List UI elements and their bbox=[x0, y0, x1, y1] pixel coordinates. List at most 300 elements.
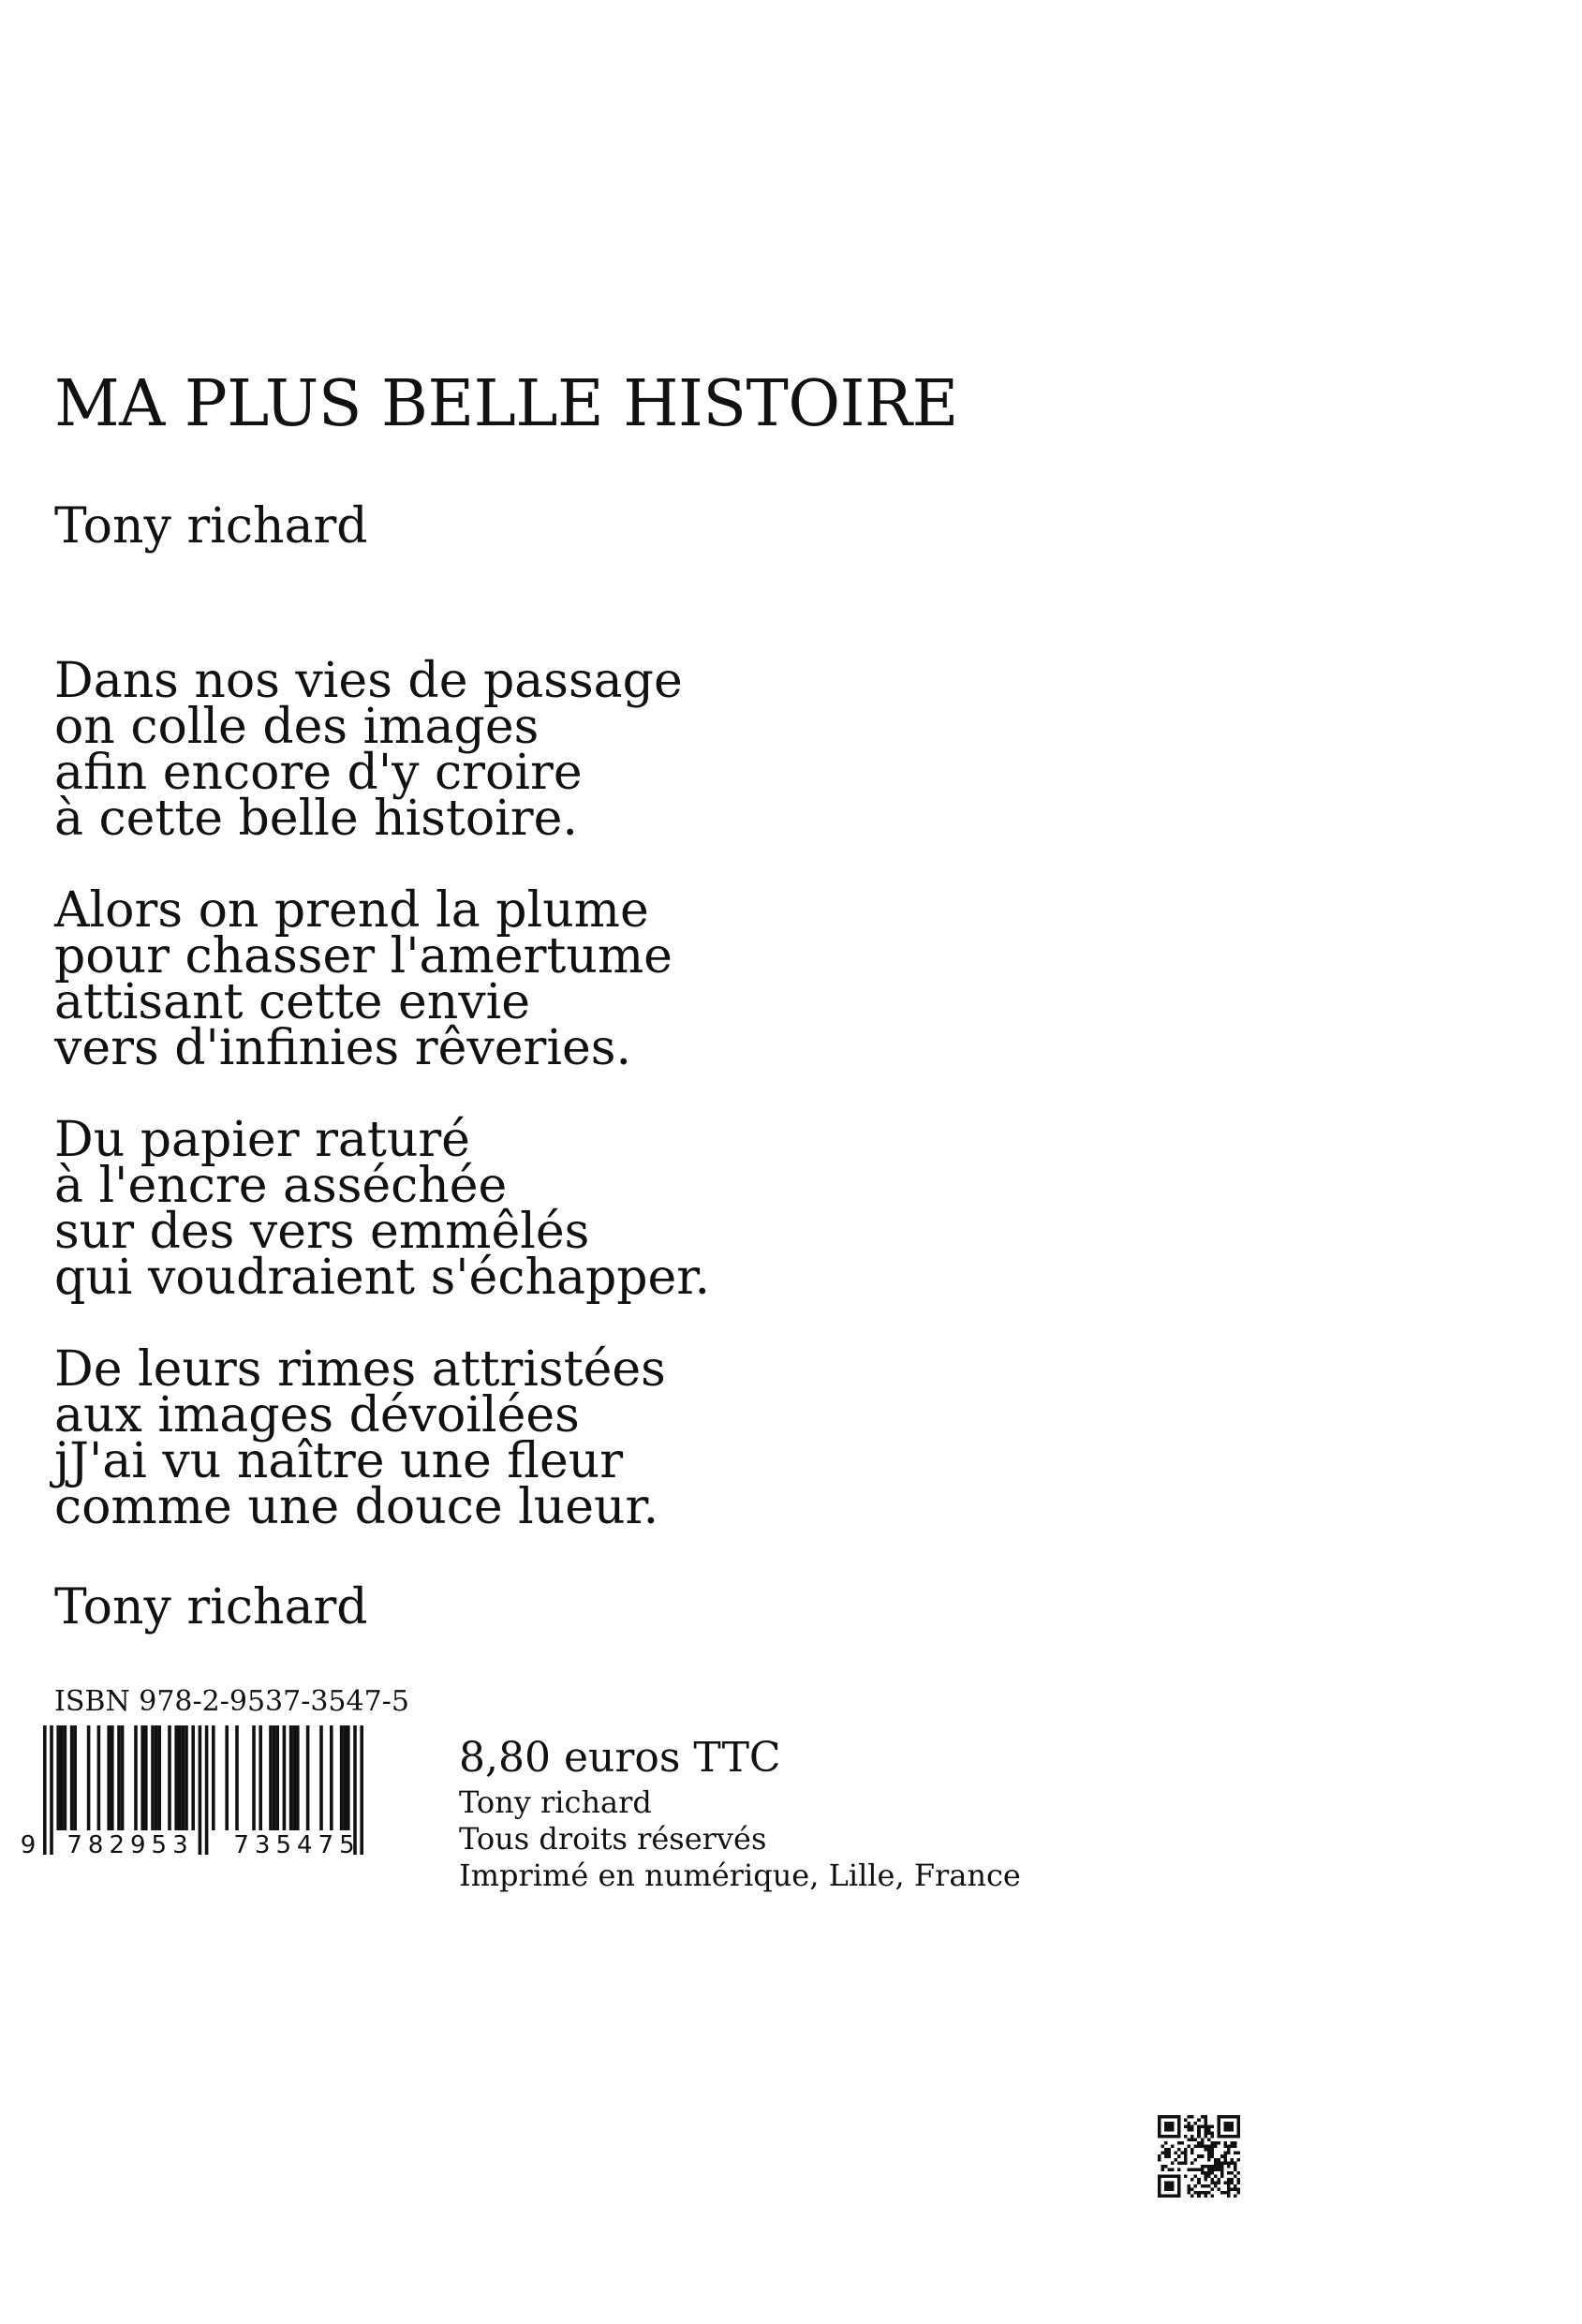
qr-module bbox=[1161, 2152, 1165, 2155]
qr-module bbox=[1217, 2128, 1220, 2132]
qr-module bbox=[1234, 2161, 1237, 2165]
poem-stanza bbox=[54, 653, 897, 847]
qr-module bbox=[1197, 2132, 1201, 2136]
qr-module bbox=[1190, 2135, 1194, 2139]
qr-module bbox=[1223, 2115, 1227, 2119]
qr-module bbox=[1177, 2148, 1181, 2152]
qr-module bbox=[1194, 2174, 1198, 2178]
qr-module bbox=[1223, 2161, 1227, 2165]
qr-module bbox=[1158, 2132, 1161, 2136]
poem-line: à l'encre asséchée bbox=[54, 1158, 508, 1214]
barcode-bar bbox=[178, 1725, 182, 1830]
qr-module bbox=[1234, 2187, 1237, 2191]
barcode-bar bbox=[117, 1725, 121, 1830]
barcode-bar bbox=[199, 1725, 202, 1855]
qr-module bbox=[1188, 2168, 1191, 2171]
qr-module bbox=[1188, 2122, 1191, 2125]
qr-module bbox=[1223, 2152, 1227, 2155]
colophon-rights: Tous droits réservés bbox=[459, 1821, 767, 1857]
qr-module bbox=[1204, 2128, 1207, 2132]
barcode-bar bbox=[174, 1725, 178, 1830]
qr-module bbox=[1197, 2178, 1201, 2182]
qr-module bbox=[1164, 2152, 1168, 2155]
barcode-left-digits: 782953 bbox=[67, 1831, 194, 1857]
poem-line: Alors on prend la plume bbox=[54, 882, 649, 939]
qr-module bbox=[1223, 2135, 1227, 2139]
qr-module bbox=[1175, 2135, 1178, 2139]
poem-signature: Tony richard bbox=[54, 1579, 368, 1636]
qr-module bbox=[1164, 2154, 1168, 2158]
qr-module bbox=[1223, 2122, 1227, 2125]
qr-module bbox=[1223, 2158, 1227, 2162]
qr-module bbox=[1227, 2128, 1231, 2132]
qr-module bbox=[1194, 2158, 1198, 2162]
barcode-bar bbox=[60, 1725, 64, 1830]
qr-module bbox=[1197, 2145, 1201, 2149]
qr-module bbox=[1197, 2191, 1201, 2195]
qr-module bbox=[1230, 2145, 1234, 2149]
barcode-bar bbox=[252, 1725, 256, 1830]
qr-module bbox=[1210, 2168, 1214, 2171]
qr-module bbox=[1177, 2194, 1181, 2198]
qr-module bbox=[1210, 2181, 1214, 2184]
qr-module bbox=[1204, 2174, 1207, 2178]
qr-module bbox=[1168, 2184, 1172, 2188]
qr-module bbox=[1220, 2168, 1224, 2171]
qr-module bbox=[1188, 2125, 1191, 2129]
qr-module bbox=[1194, 2184, 1198, 2188]
qr-module bbox=[1236, 2171, 1240, 2175]
qr-module bbox=[1214, 2184, 1218, 2188]
qr-module bbox=[1227, 2178, 1231, 2182]
qr-module bbox=[1184, 2135, 1188, 2139]
qr-module bbox=[1177, 2122, 1181, 2125]
qr-module bbox=[1161, 2174, 1165, 2178]
poem-line: qui voudraient s'échapper. bbox=[54, 1250, 710, 1306]
qr-module bbox=[1214, 2145, 1218, 2149]
qr-module bbox=[1223, 2145, 1227, 2149]
qr-module bbox=[1164, 2115, 1168, 2119]
qr-module bbox=[1184, 2174, 1188, 2178]
qr-module bbox=[1168, 2125, 1172, 2129]
book-title: MA PLUS BELLE HISTOIRE bbox=[54, 367, 958, 441]
qr-module bbox=[1194, 2191, 1198, 2195]
qr-module bbox=[1204, 2148, 1207, 2152]
barcode-bar bbox=[306, 1725, 310, 1830]
qr-module bbox=[1164, 2128, 1168, 2132]
qr-module bbox=[1171, 2125, 1175, 2129]
qr-module bbox=[1188, 2145, 1191, 2149]
qr-module bbox=[1227, 2191, 1231, 2195]
qr-module bbox=[1236, 2191, 1240, 2195]
barcode-bar bbox=[235, 1725, 239, 1830]
qr-module bbox=[1164, 2194, 1168, 2198]
qr-module bbox=[1184, 2119, 1188, 2123]
qr-module bbox=[1164, 2141, 1168, 2145]
qr-module bbox=[1223, 2191, 1227, 2195]
qr-module bbox=[1168, 2148, 1172, 2152]
barcode-bar bbox=[73, 1725, 77, 1830]
qr-module bbox=[1230, 2128, 1234, 2132]
poem-line: sur des vers emmêlés bbox=[54, 1204, 590, 1260]
barcode-bar bbox=[50, 1725, 53, 1855]
qr-module bbox=[1236, 2132, 1240, 2136]
barcode-bar bbox=[64, 1725, 67, 1830]
qr-module bbox=[1197, 2194, 1201, 2198]
qr-module bbox=[1175, 2158, 1178, 2162]
qr-module bbox=[1223, 2181, 1227, 2184]
qr-module bbox=[1177, 2174, 1181, 2178]
poem-stanza bbox=[54, 1341, 897, 1535]
qr-module bbox=[1201, 2125, 1205, 2129]
qr-module bbox=[1234, 2194, 1237, 2198]
qr-module bbox=[1188, 2128, 1191, 2132]
qr-module bbox=[1230, 2122, 1234, 2125]
barcode-bar bbox=[205, 1725, 209, 1855]
qr-module bbox=[1188, 2115, 1191, 2119]
qr-module bbox=[1214, 2165, 1218, 2169]
poem-line: à cette belle histoire. bbox=[54, 791, 578, 847]
qr-module bbox=[1168, 2187, 1172, 2191]
qr-module bbox=[1168, 2174, 1172, 2178]
qr-module bbox=[1210, 2141, 1214, 2145]
qr-module bbox=[1210, 2125, 1214, 2129]
qr-module bbox=[1236, 2187, 1240, 2191]
qr-module bbox=[1217, 2181, 1220, 2184]
qr-module bbox=[1201, 2115, 1205, 2119]
qr-module bbox=[1161, 2145, 1165, 2149]
qr-module bbox=[1204, 2145, 1207, 2149]
qr-module bbox=[1177, 2161, 1181, 2165]
qr-module bbox=[1207, 2191, 1211, 2195]
barcode-bar bbox=[185, 1725, 188, 1830]
qr-module bbox=[1161, 2135, 1165, 2139]
qr-module bbox=[1220, 2115, 1224, 2119]
poem bbox=[54, 653, 897, 1576]
qr-module bbox=[1220, 2191, 1224, 2195]
qr-module bbox=[1171, 2115, 1175, 2119]
qr-module bbox=[1220, 2171, 1224, 2175]
qr-module bbox=[1168, 2122, 1172, 2125]
qr-module bbox=[1201, 2165, 1205, 2169]
qr-module bbox=[1207, 2174, 1211, 2178]
isbn-label: ISBN 978-2-9537-3547-5 bbox=[54, 1685, 409, 1718]
qr-module bbox=[1223, 2128, 1227, 2132]
qr-module bbox=[1190, 2152, 1194, 2155]
qr-module bbox=[1158, 2181, 1161, 2184]
qr-module bbox=[1161, 2168, 1165, 2171]
qr-module bbox=[1184, 2161, 1188, 2165]
barcode-bar bbox=[269, 1725, 273, 1830]
qr-module bbox=[1227, 2125, 1231, 2129]
qr-module bbox=[1204, 2135, 1207, 2139]
qr-module bbox=[1236, 2119, 1240, 2123]
qr-module bbox=[1230, 2115, 1234, 2119]
qr-module bbox=[1220, 2174, 1224, 2178]
qr-module bbox=[1161, 2194, 1165, 2198]
qr-module bbox=[1171, 2135, 1175, 2139]
qr-module bbox=[1210, 2152, 1214, 2155]
barcode-bar bbox=[70, 1725, 74, 1830]
qr-module bbox=[1207, 2125, 1211, 2129]
qr-module bbox=[1217, 2125, 1220, 2129]
barcode-bar bbox=[275, 1725, 279, 1830]
qr-module bbox=[1197, 2141, 1201, 2145]
qr-module bbox=[1217, 2158, 1220, 2162]
qr-module bbox=[1194, 2122, 1198, 2125]
barcode-bar bbox=[182, 1725, 185, 1830]
qr-module bbox=[1164, 2174, 1168, 2178]
barcode-bar bbox=[155, 1725, 158, 1830]
qr-module bbox=[1158, 2115, 1161, 2119]
qr-module bbox=[1230, 2135, 1234, 2139]
qr-module bbox=[1204, 2165, 1207, 2169]
qr-module bbox=[1230, 2181, 1234, 2184]
qr-module bbox=[1161, 2165, 1165, 2169]
poem-line: afin encore d'y croire bbox=[54, 745, 583, 801]
qr-module bbox=[1220, 2165, 1224, 2169]
qr-module bbox=[1236, 2128, 1240, 2132]
qr-module bbox=[1210, 2154, 1214, 2158]
qr-module bbox=[1177, 2154, 1181, 2158]
qr-module bbox=[1177, 2132, 1181, 2136]
qr-module bbox=[1227, 2135, 1231, 2139]
qr-module bbox=[1177, 2128, 1181, 2132]
qr-module bbox=[1204, 2191, 1207, 2195]
qr-module bbox=[1168, 2128, 1172, 2132]
qr-module bbox=[1207, 2154, 1211, 2158]
qr-module bbox=[1171, 2194, 1175, 2198]
qr-module bbox=[1204, 2122, 1207, 2125]
qr-module bbox=[1217, 2119, 1220, 2123]
qr-module bbox=[1158, 2158, 1161, 2162]
qr-module bbox=[1223, 2125, 1227, 2129]
poem-line: De leurs rimes attristées bbox=[54, 1341, 666, 1398]
barcode-bar bbox=[43, 1725, 47, 1855]
qr-module bbox=[1177, 2191, 1181, 2195]
qr-module bbox=[1190, 2161, 1194, 2165]
poem-line: aux images dévoilées bbox=[54, 1387, 580, 1443]
qr-module bbox=[1204, 2171, 1207, 2175]
qr-module bbox=[1220, 2161, 1224, 2165]
qr-module bbox=[1177, 2181, 1181, 2184]
qr-module bbox=[1210, 2148, 1214, 2152]
qr-module bbox=[1217, 2161, 1220, 2165]
qr-module bbox=[1175, 2174, 1178, 2178]
qr-module bbox=[1194, 2139, 1198, 2142]
qr-module bbox=[1217, 2165, 1220, 2169]
barcode-bar bbox=[343, 1725, 347, 1830]
qr-module bbox=[1188, 2139, 1191, 2142]
qr-module bbox=[1234, 2145, 1237, 2149]
qr-module bbox=[1217, 2168, 1220, 2171]
qr-module bbox=[1204, 2115, 1207, 2119]
qr-module bbox=[1214, 2181, 1218, 2184]
qr-module bbox=[1164, 2122, 1168, 2125]
qr-module bbox=[1184, 2125, 1188, 2129]
qr-module bbox=[1158, 2194, 1161, 2198]
barcode-right-digits: 735475 bbox=[233, 1831, 361, 1857]
qr-module bbox=[1181, 2161, 1185, 2165]
qr-module bbox=[1236, 2178, 1240, 2182]
barcode-bar bbox=[289, 1725, 293, 1830]
qr-module bbox=[1177, 2187, 1181, 2191]
barcode-bar bbox=[191, 1725, 195, 1830]
barcode-bar bbox=[134, 1725, 138, 1830]
qr-module bbox=[1230, 2161, 1234, 2165]
qr-module bbox=[1210, 2194, 1214, 2198]
qr-module bbox=[1190, 2178, 1194, 2182]
qr-module bbox=[1204, 2125, 1207, 2129]
qr-module bbox=[1175, 2152, 1178, 2155]
barcode-bar bbox=[56, 1725, 60, 1830]
barcode-bar bbox=[273, 1725, 276, 1830]
qr-module bbox=[1220, 2154, 1224, 2158]
qr-module bbox=[1227, 2187, 1231, 2191]
qr-module bbox=[1234, 2115, 1237, 2119]
qr-module bbox=[1234, 2174, 1237, 2178]
barcode-bar bbox=[330, 1725, 333, 1830]
qr-module bbox=[1168, 2168, 1172, 2171]
qr-module bbox=[1171, 2122, 1175, 2125]
qr-module bbox=[1210, 2135, 1214, 2139]
barcode-bar bbox=[212, 1725, 215, 1830]
qr-module bbox=[1236, 2122, 1240, 2125]
qr-module bbox=[1158, 2191, 1161, 2195]
barcode-bar bbox=[283, 1725, 287, 1830]
qr-module bbox=[1164, 2181, 1168, 2184]
qr-module bbox=[1230, 2187, 1234, 2191]
qr-module bbox=[1207, 2158, 1211, 2162]
qr-module bbox=[1158, 2128, 1161, 2132]
qr-module bbox=[1227, 2145, 1231, 2149]
qr-module bbox=[1177, 2135, 1181, 2139]
qr-module bbox=[1236, 2158, 1240, 2162]
poem-line: vers d'infinies rêveries. bbox=[54, 1020, 631, 1076]
qr-module bbox=[1177, 2125, 1181, 2129]
qr-module bbox=[1197, 2128, 1201, 2132]
qr-module bbox=[1236, 2115, 1240, 2119]
qr-module bbox=[1171, 2161, 1175, 2165]
qr-module bbox=[1227, 2148, 1231, 2152]
barcode-bar bbox=[87, 1725, 91, 1830]
barcode-bar bbox=[296, 1725, 300, 1830]
qr-module bbox=[1177, 2115, 1181, 2119]
qr-module bbox=[1204, 2184, 1207, 2188]
qr-module bbox=[1201, 2154, 1205, 2158]
barcode-bar bbox=[347, 1725, 350, 1830]
qr-module bbox=[1164, 2148, 1168, 2152]
qr-module bbox=[1177, 2168, 1181, 2171]
qr-module bbox=[1197, 2135, 1201, 2139]
qr-module bbox=[1230, 2171, 1234, 2175]
qr-module bbox=[1171, 2181, 1175, 2184]
qr-module bbox=[1177, 2178, 1181, 2182]
qr-module bbox=[1234, 2168, 1237, 2171]
qr-module bbox=[1184, 2154, 1188, 2158]
qr-module bbox=[1201, 2171, 1205, 2175]
qr-module bbox=[1207, 2145, 1211, 2149]
qr-module bbox=[1217, 2115, 1220, 2119]
qr-module bbox=[1201, 2145, 1205, 2149]
barcode-bar bbox=[340, 1725, 344, 1830]
qr-module bbox=[1181, 2152, 1185, 2155]
qr-module bbox=[1217, 2135, 1220, 2139]
qr-module bbox=[1210, 2165, 1214, 2169]
qr-module bbox=[1207, 2148, 1211, 2152]
qr-module bbox=[1207, 2139, 1211, 2142]
qr-module bbox=[1158, 2178, 1161, 2182]
qr-module bbox=[1171, 2187, 1175, 2191]
qr-module bbox=[1230, 2158, 1234, 2162]
qr-module bbox=[1201, 2184, 1205, 2188]
barcode-bar bbox=[121, 1725, 125, 1830]
qr-module bbox=[1177, 2184, 1181, 2188]
qr-module bbox=[1184, 2158, 1188, 2162]
qr-module bbox=[1227, 2161, 1231, 2165]
poem-line: attisant cette envie bbox=[54, 974, 531, 1030]
qr-module bbox=[1177, 2141, 1181, 2145]
qr-module bbox=[1207, 2152, 1211, 2155]
barcode-bar bbox=[97, 1725, 101, 1830]
barcode-bar bbox=[259, 1725, 262, 1830]
qr-module bbox=[1190, 2139, 1194, 2142]
poem-line: Du papier raturé bbox=[54, 1112, 470, 1168]
qr-module bbox=[1234, 2152, 1237, 2155]
qr-module bbox=[1197, 2119, 1201, 2123]
barcode-bar bbox=[151, 1725, 155, 1830]
qr-module bbox=[1171, 2184, 1175, 2188]
qr-module bbox=[1184, 2148, 1188, 2152]
qr-module bbox=[1201, 2139, 1205, 2142]
qr-module bbox=[1210, 2178, 1214, 2182]
qr-module bbox=[1201, 2191, 1205, 2195]
qr-module bbox=[1168, 2154, 1172, 2158]
poem-line: jJ'ai vu naître une fleur bbox=[54, 1433, 624, 1489]
qr-module bbox=[1190, 2194, 1194, 2198]
qr-module bbox=[1164, 2165, 1168, 2169]
qr-module bbox=[1158, 2174, 1161, 2178]
qr-module bbox=[1234, 2135, 1237, 2139]
qr-module bbox=[1210, 2171, 1214, 2175]
qr-module bbox=[1210, 2145, 1214, 2149]
barcode-bar bbox=[360, 1725, 363, 1855]
price: 8,80 euros TTC bbox=[459, 1734, 781, 1782]
qr-module bbox=[1158, 2122, 1161, 2125]
qr-module bbox=[1168, 2152, 1172, 2155]
qr-module bbox=[1227, 2115, 1231, 2119]
qr-module bbox=[1204, 2132, 1207, 2136]
qr-module bbox=[1227, 2194, 1231, 2198]
qr-module bbox=[1158, 2187, 1161, 2191]
qr-module bbox=[1227, 2184, 1231, 2188]
qr-code bbox=[1158, 2115, 1240, 2198]
qr-module bbox=[1207, 2132, 1211, 2136]
qr-module bbox=[1164, 2184, 1168, 2188]
qr-module bbox=[1190, 2187, 1194, 2191]
qr-module bbox=[1158, 2154, 1161, 2158]
barcode-bar bbox=[140, 1725, 144, 1830]
qr-module bbox=[1197, 2181, 1201, 2184]
qr-module bbox=[1201, 2141, 1205, 2145]
qr-module bbox=[1223, 2154, 1227, 2158]
qr-module bbox=[1197, 2168, 1201, 2171]
poem-line: on colle des images bbox=[54, 699, 540, 755]
qr-module bbox=[1234, 2184, 1237, 2188]
qr-module bbox=[1236, 2135, 1240, 2139]
qr-module bbox=[1190, 2115, 1194, 2119]
qr-module bbox=[1227, 2152, 1231, 2155]
